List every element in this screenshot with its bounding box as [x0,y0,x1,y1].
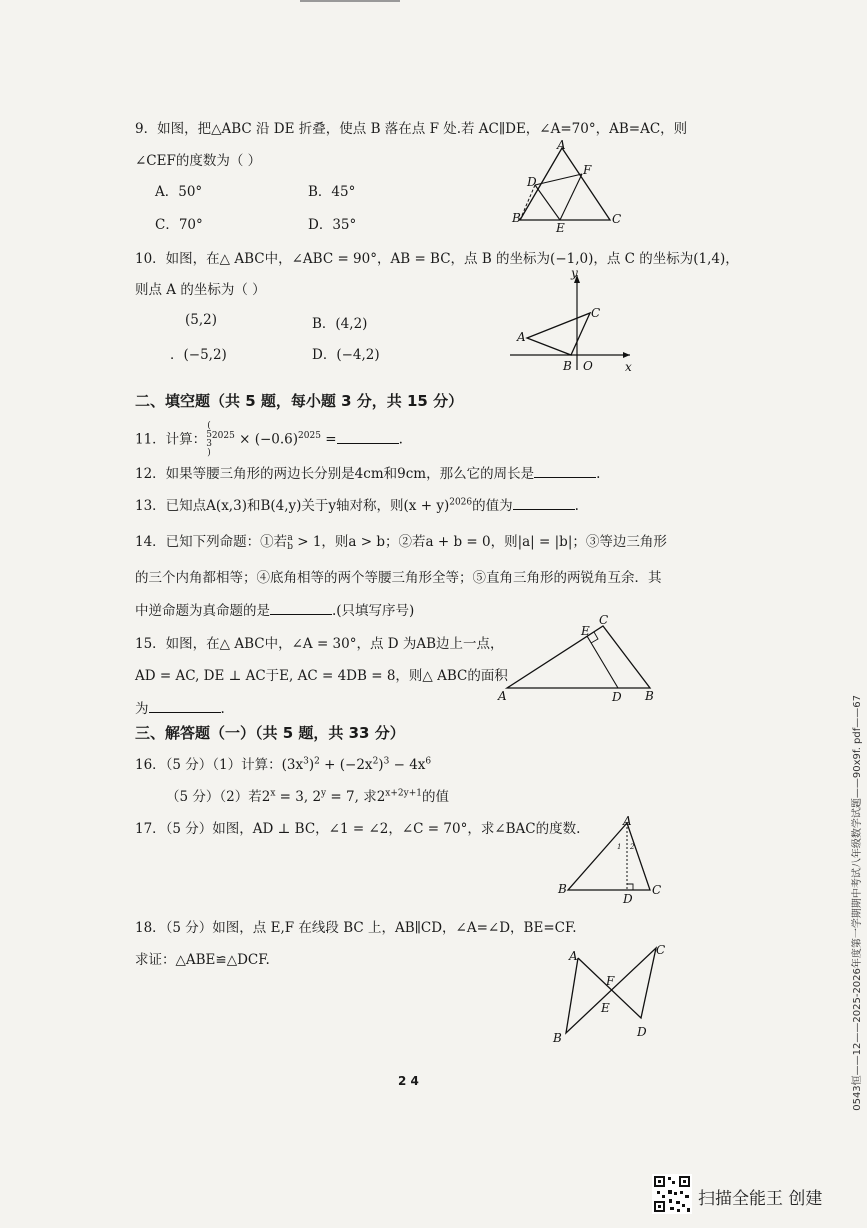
label-c: C [612,212,622,226]
label-origin: O [583,359,593,373]
q16-line2d: 的值 [422,789,449,805]
label-b: B [558,882,567,896]
label-b: B [553,1031,562,1045]
q13 [135,494,579,514]
q14-line3b: .(只填写序号) [332,603,415,619]
q16-exp-2b: 2 [372,756,379,767]
q12-text: 12．如果等腰三角形的两边长分别是4cm和9cm，那么它的周长是 [135,466,535,482]
q9-option-c: C．70° [155,217,203,233]
label-c: C [656,943,666,957]
q16-line1e: − 4x [389,757,426,773]
q10-option-d: D．(−4,2) [312,347,380,363]
q17-triangle-figure [553,815,668,905]
q16-exp-6: 6 [425,756,432,767]
q13-answer-blank[interactable] [513,497,575,510]
label-a: A [498,689,507,703]
label-d: D [623,892,633,905]
label-a: A [517,330,526,344]
q14-line2: 的三个内角都相等；④底角相等的两个等腰三角形全等；⑤直角三角形的两锐角互余．其 [135,570,662,586]
label-b: B [563,359,572,373]
q11-equals: = [320,431,337,448]
q16-line1c: + (−2x [319,757,373,773]
q17-text: 17．（5 分）如图，AD ⊥ BC，∠1 = ∠2，∠C = 70°，求∠BAC的度数. [135,821,581,837]
side-file-info: 0543恒——12——2025-2026年度第一学期期中考试八年级数学试题——90x9f. pdf——67 [852,695,863,1111]
q9-fold-triangle-figure [505,138,635,233]
section-3-heading: 三、解答题（一）（共 5 题，共 33 分） [135,724,405,742]
q15-line2: AD = AC, DE ⊥ AC于E, AC = 4DB = 8，则△ ABC的面积 [135,668,508,684]
q10-option-a: (5,2) [185,312,218,328]
q16-line1a: 16．（5 分）（1）计算：(3x [135,757,304,773]
q10-stem-line2: 则点 A 的坐标为（ ） [135,282,266,298]
q16-exp-y: y [321,788,327,799]
q18-line1: 18．（5 分）如图，点 E,F 在线段 BC 上，AB∥CD，∠A=∠D，BE=CF. [135,920,577,936]
label-e: E [556,221,565,233]
q12-end: . [596,466,601,482]
label-e: E [601,1001,610,1015]
q10-stem-line1: 10．如图，在△ ABC中，∠ABC = 90°，AB = BC，点 B 的坐标为(−1,0)，点 C 的坐标为(1,4)， [135,251,739,267]
top-edge-mark [300,0,400,2]
q16-line2c: = 7, 求2 [326,789,386,805]
qr-code-icon [652,1174,692,1214]
label-c: C [599,613,609,627]
q14-numerator: a [287,532,293,543]
q11-denominator: 3 [206,439,212,449]
q11-middle: × (−0.6) [234,431,299,448]
q16-exp-3: 3 [303,756,309,767]
q13-text: 13．已知点A(x,3)和B(4,y)关于y轴对称，则(x + y) [135,498,450,514]
scanner-brand: 扫描全能王 创建 [698,1189,823,1209]
label-a: A [569,949,578,963]
q14-line1 [135,530,667,552]
q12 [135,462,600,482]
page-number: 2 4 [398,1074,419,1088]
q18-figure [548,938,673,1046]
q9-stem-line2: ∠CEF的度数为（ ） [135,153,262,169]
q9-option-b: B．45° [308,184,356,200]
q16-line1b: ) [308,757,315,773]
label-d: D [637,1025,647,1039]
q9-option-d: D．35° [308,217,357,233]
label-a: A [623,815,632,828]
label-d: D [527,175,537,189]
q16-exp-xy: x+2y+1 [385,788,422,799]
label-angle-1: 1 [617,843,622,851]
q16-exp-3b: 3 [383,756,390,767]
label-b: B [512,211,521,225]
q15-line3-text: 为 [135,701,149,717]
q14-answer-blank[interactable] [270,602,332,615]
q13-end: . [574,498,579,514]
q16-exp-2: 2 [314,756,320,767]
label-angle-2: 2 [630,843,635,851]
q16-line2b: = 3, 2 [275,789,322,805]
q14-denominator: b [287,541,293,552]
q14-line3 [135,599,414,619]
q11-exponent-1: 2025 [211,431,235,441]
label-a: A [557,138,566,152]
q11 [135,422,403,458]
q14-line3a: 中逆命题为真命题的是 [135,603,270,619]
q9-option-a: A．50° [155,184,203,200]
q9-stem-line1: 9．如图，把△ABC 沿 DE 折叠，使点 B 落在点 F 处.若 AC∥DE，∠A=70°，AB=AC，则 [135,121,688,137]
label-d: D [612,690,622,704]
q10-option-b: B．(4,2) [312,316,368,332]
label-y-axis: y [571,266,578,280]
q11-fraction: ( 5 3 ) [206,421,212,458]
q13-exponent: 2026 [449,497,473,508]
q11-answer-blank[interactable] [337,431,399,444]
q10-option-c: ．(−5,2) [170,347,227,363]
q16-line2a: （5 分）（2）若2 [166,789,271,805]
q16-line1d: ) [378,757,384,773]
q11-exponent-2: 2025 [298,431,321,441]
q10-coordinate-figure [505,265,640,377]
q12-answer-blank[interactable] [534,465,596,478]
q15-answer-blank[interactable] [149,700,221,713]
q16-exp-x: x [270,788,276,799]
q16-part2 [166,785,449,805]
q14-part1: 14．已知下列命题：①若 [135,534,288,550]
label-f: F [606,974,615,988]
q15-end: . [220,701,225,717]
label-c: C [652,883,662,897]
q15-line3 [135,697,225,717]
label-c: C [591,306,601,320]
q11-numerator: 5 [206,430,212,440]
label-b: B [645,689,654,703]
q15-triangle-figure [495,612,665,704]
label-x-axis: x [625,360,632,374]
q11-prefix: 11．计算： [135,431,207,448]
q15-line1: 15．如图，在△ ABC中，∠A = 30°，点 D 为AB边上一点， [135,636,504,652]
q13-text2: 的值为 [472,498,513,514]
section-2-heading: 二、填空题（共 5 题，每小题 3 分，共 15 分） [135,392,464,410]
q11-end: . [398,431,403,448]
q14-part2: > 1，则a > b；②若a + b = 0，则|a| = |b|；③等边三角形 [292,534,667,550]
label-e: E [581,624,590,638]
label-f: F [583,163,592,177]
q18-line2: 求证：△ABE≌△DCF. [135,952,270,968]
q16-part1 [135,753,431,773]
